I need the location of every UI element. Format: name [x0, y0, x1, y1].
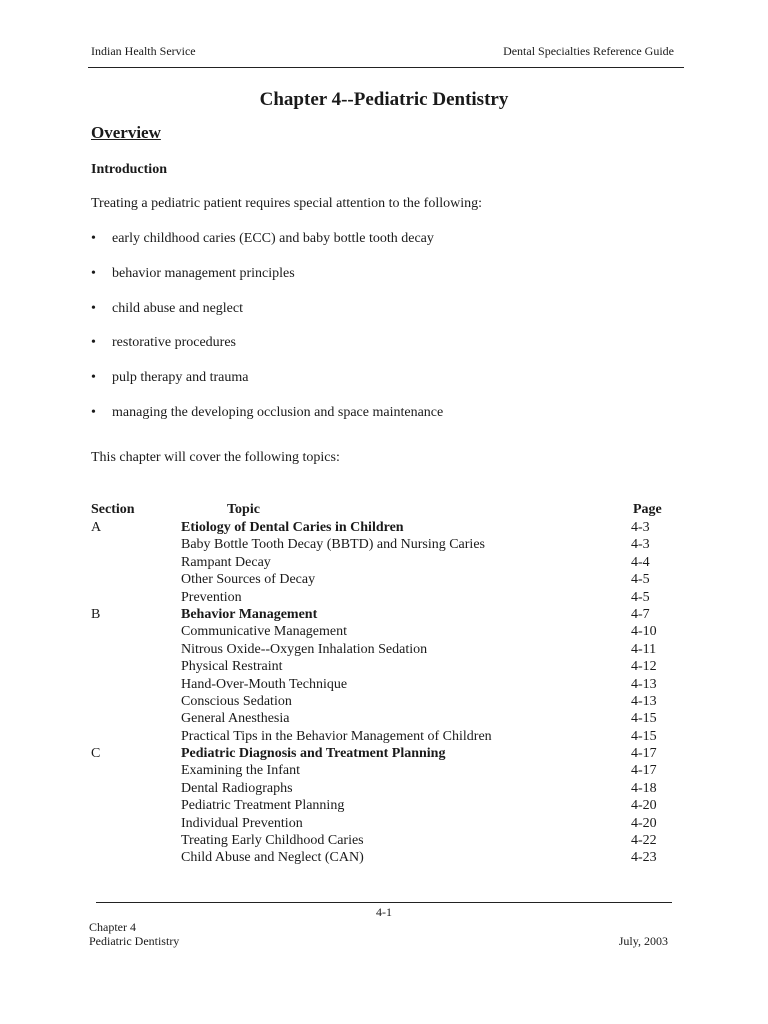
chapter-title: Chapter 4--Pediatric Dentistry [259, 89, 509, 110]
toc-topic: Rampant Decay [181, 554, 271, 570]
toc-topic: Pediatric Diagnosis and Treatment Planning [181, 746, 446, 762]
toc-subtopic-row [0, 693, 768, 710]
toc-topic: Nitrous Oxide--Oxygen Inhalation Sedation [181, 641, 428, 657]
toc-page-number: 4-22 [631, 833, 657, 849]
toc-topic: Conscious Sedation [181, 693, 292, 709]
footer-chapter: Chapter 4 [89, 920, 136, 934]
toc-subtopic-row [0, 623, 768, 640]
toc-subtopic-row [0, 710, 768, 727]
toc-section-row [0, 745, 768, 762]
bullet-item: • managing the developing occlusion and space maintenance [91, 404, 444, 420]
toc-topic: General Anesthesia [181, 711, 290, 727]
bullet-icon: • [91, 370, 96, 386]
toc-section-letter: C [91, 746, 101, 762]
toc-topic: Treating Early Childhood Caries [181, 833, 364, 849]
bullet-item: • child abuse and neglect [91, 300, 244, 316]
toc-topic: Prevention [181, 589, 242, 605]
toc-section-letter: A [91, 520, 102, 535]
header-left: Indian Health Service [91, 44, 196, 58]
toc-topic: Examining the Infant [181, 763, 300, 779]
toc-page-number: 4-23 [631, 850, 657, 866]
toc-header-section: Section [91, 502, 135, 517]
toc-page-number: 4-15 [631, 728, 657, 744]
toc-section-letter: B [91, 606, 101, 622]
toc-page-number: 4-20 [631, 815, 657, 831]
toc-topic: Physical Restraint [181, 659, 283, 675]
toc-topic: Baby Bottle Tooth Decay (BBTD) and Nursing Caries [181, 537, 485, 553]
toc-header-topic: Topic [227, 502, 260, 517]
toc-page-number: 4-18 [631, 780, 657, 796]
bullet-item: • early childhood caries (ECC) and baby bottle tooth decay [91, 231, 434, 246]
toc-topic: Child Abuse and Neglect (CAN) [181, 850, 364, 866]
bullet-icon: • [91, 335, 96, 351]
toc-page-number: 4-20 [631, 798, 657, 814]
bullet-item: • pulp therapy and trauma [91, 370, 249, 386]
toc-subtopic-row [0, 780, 768, 797]
bullet-icon: • [91, 404, 96, 420]
toc-subtopic-row [0, 571, 768, 588]
toc-page-number: 4-12 [631, 659, 657, 675]
toc-topic: Dental Radiographs [181, 780, 293, 796]
toc-page-number: 4-3 [631, 520, 650, 535]
toc-page-number: 4-7 [631, 606, 650, 622]
toc-topic: Behavior Management [181, 606, 318, 622]
toc-subtopic-row [0, 641, 768, 658]
toc-page-number: 4-11 [631, 641, 657, 657]
toc-page-number: 4-17 [631, 763, 657, 779]
bullet-item: • behavior management principles [91, 265, 295, 281]
bullet-icon: • [91, 265, 96, 281]
page-number: 4-1 [376, 905, 392, 919]
toc-page-number: 4-3 [631, 537, 650, 553]
toc-subtopic-row [0, 536, 768, 553]
footer-chapter-title: Pediatric Dentistry [89, 934, 180, 948]
toc-page-number: 4-4 [631, 554, 650, 570]
toc-topic: Other Sources of Decay [181, 572, 316, 588]
toc-subtopic-row [0, 554, 768, 571]
bullet-icon: • [91, 300, 96, 316]
toc-section-row [0, 606, 768, 623]
toc-topic: Individual Prevention [181, 815, 303, 831]
toc-page-number: 4-13 [631, 676, 657, 692]
topic-bullet-list [91, 230, 443, 439]
toc-subtopic-row [0, 797, 768, 814]
toc-topic: Communicative Management [181, 624, 348, 640]
bullet-item: • restorative procedures [91, 335, 236, 351]
footer-rule [96, 902, 672, 903]
toc-section-row [0, 519, 768, 536]
toc-subtopic-row [0, 849, 768, 866]
toc-subtopic-row [0, 762, 768, 779]
toc-page-number: 4-13 [631, 693, 657, 709]
footer-date: July, 2003 [618, 934, 668, 948]
toc-page-number: 4-17 [631, 746, 657, 762]
toc-topic: Etiology of Dental Caries in Children [181, 520, 404, 535]
toc-topic: Hand-Over-Mouth Technique [181, 676, 348, 692]
introduction-heading: Introduction [91, 162, 167, 177]
toc-topic: Pediatric Treatment Planning [181, 798, 345, 814]
header-rule [88, 67, 684, 68]
toc-subtopic-row [0, 728, 768, 745]
toc-subtopic-row [0, 832, 768, 849]
bullet-icon: • [91, 231, 96, 246]
toc-subtopic-row [0, 589, 768, 606]
topics-intro: This chapter will cover the following topics: [91, 450, 340, 465]
header-right: Dental Specialties Reference Guide [503, 44, 674, 58]
toc-header-page: Page [633, 502, 662, 517]
intro-paragraph: Treating a pediatric patient requires special attention to the following: [91, 196, 482, 211]
toc-page-number: 4-5 [631, 589, 650, 605]
toc-topic: Practical Tips in the Behavior Management of Children [181, 728, 492, 744]
toc-table [0, 519, 768, 867]
toc-subtopic-row [0, 676, 768, 693]
toc-page-number: 4-10 [631, 624, 657, 640]
toc-subtopic-row [0, 815, 768, 832]
overview-heading: Overview [91, 123, 161, 142]
toc-page-number: 4-5 [631, 572, 650, 588]
toc-subtopic-row [0, 658, 768, 675]
toc-page-number: 4-15 [631, 711, 657, 727]
